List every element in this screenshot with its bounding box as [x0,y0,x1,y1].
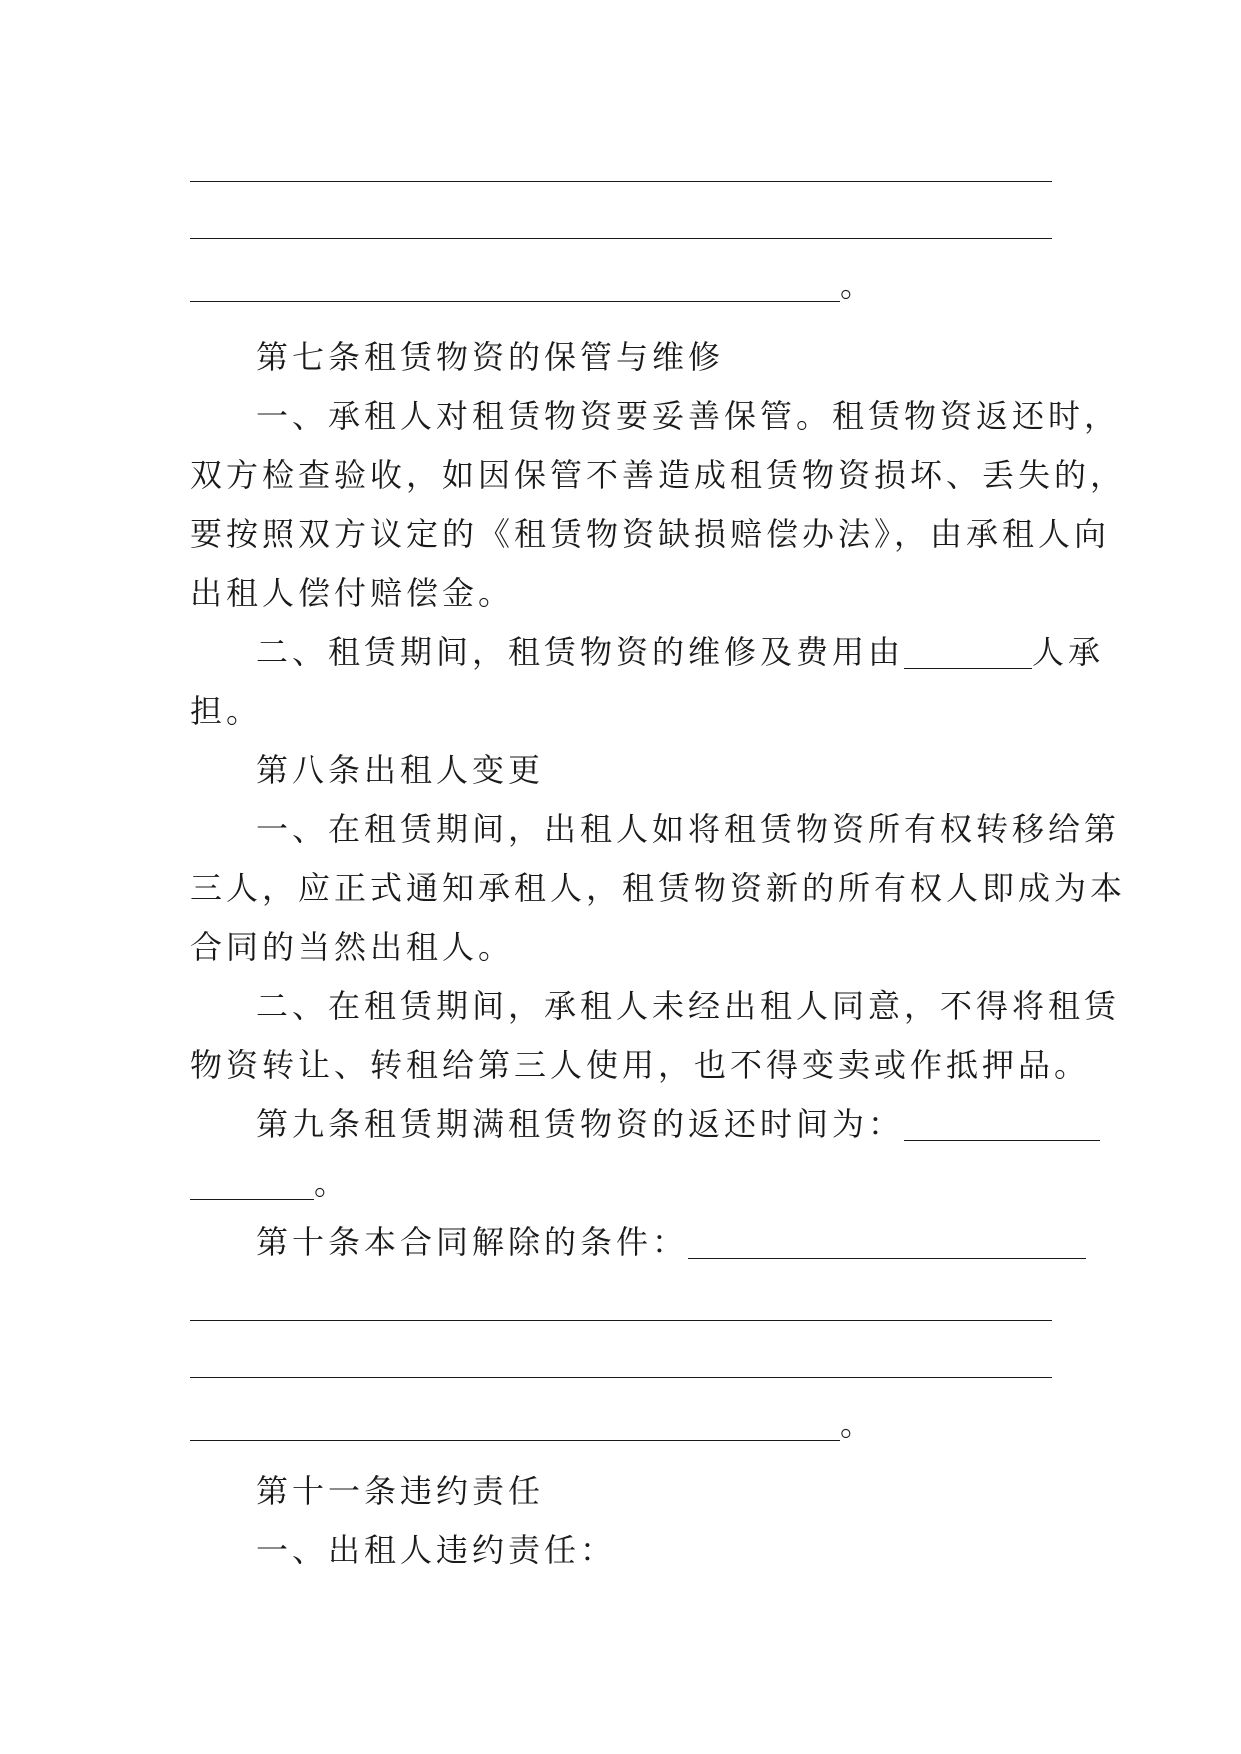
article-8-p1-line2: 三人，应正式通知承租人，租赁物资新的所有权人即成为本 [190,869,1127,907]
closing-mark: 。 [840,1405,877,1443]
closing-mark: 。 [314,1164,351,1202]
article-10-line-end [190,1396,1052,1452]
article-8-p1-line3: 合同的当然出租人。 [190,928,515,966]
blank-field [190,261,840,302]
article-7-p2-line1 [256,624,1105,680]
article-8-p1-line1: 一、在租赁期间，出租人如将租赁物资所有权转移给第 [256,810,1121,848]
blank-field [688,1218,1086,1259]
blank-rule [190,181,1052,182]
blank-line-end [190,257,1052,313]
article-8-p2-line1: 二、在租赁期间，承租人未经出租人同意，不得将租赁 [256,987,1121,1025]
blank-rule [190,238,1052,239]
article-9-line1 [256,1096,1052,1152]
blank-field [904,1100,1100,1141]
article-7-p2-after: 人承 [1032,633,1105,671]
article-7-p2-before: 二、租赁期间，租赁物资的维修及费用由 [256,633,905,671]
article-7-p2-line2: 担。 [190,692,263,730]
blank-field [190,1400,840,1441]
closing-mark: 。 [840,266,877,304]
article-7-p1-line3: 要按照双方议定的《租赁物资缺损赔偿办法》，由承租人向 [190,515,1111,553]
article-11-title: 第十一条违约责任 [256,1472,545,1510]
article-10-line1 [256,1214,1052,1270]
article-7-title: 第七条租赁物资的保管与维修 [256,338,725,376]
blank-field [190,1159,314,1200]
blank-field [904,628,1032,669]
article-8-p2-line2: 物资转让、转租给第三人使用，也不得变卖或作抵押品。 [190,1046,1091,1084]
article-9-line2 [190,1155,1052,1211]
article-7-p1-line4: 出租人偿付赔偿金。 [190,574,515,612]
article-7-p1-line2: 双方检查验收，如因保管不善造成租赁物资损坏、丢失的， [190,456,1127,494]
article-8-title: 第八条出租人变更 [256,751,545,789]
article-9-text: 第九条租赁期满租赁物资的返还时间为： [256,1105,905,1143]
article-7-p1-line1: 一、承租人对租赁物资要妥善保管。租赁物资返还时， [256,397,1121,435]
article-10-text: 第十条本合同解除的条件： [256,1223,689,1261]
blank-rule [190,1377,1052,1378]
blank-rule [190,1320,1052,1321]
article-11-item1: 一、出租人违约责任： [256,1531,617,1569]
